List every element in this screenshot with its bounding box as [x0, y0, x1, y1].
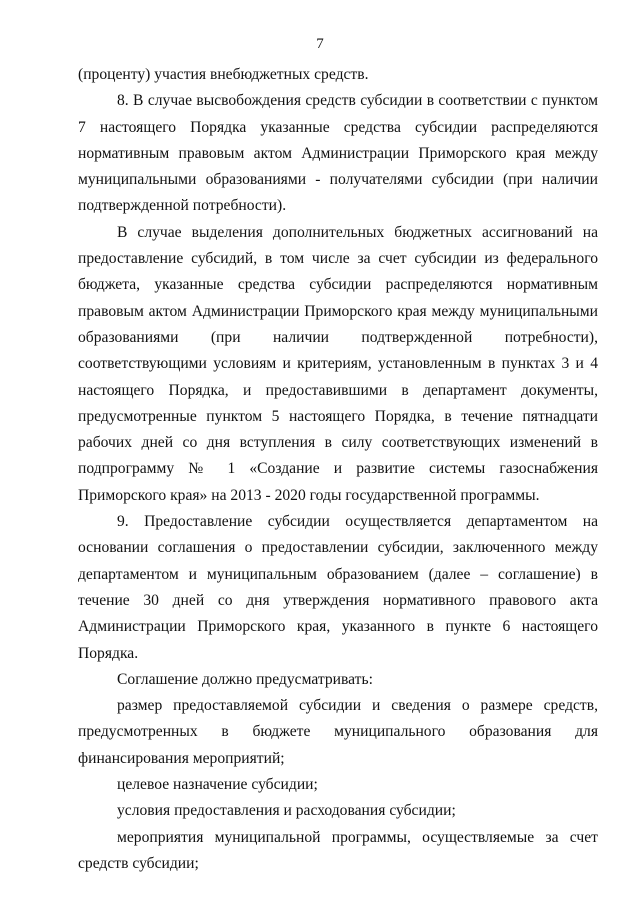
paragraph-item-9: 9. Предоставление субсидии осуществляется департаментом на основании соглашения о предоставлении субсидии, заключенного между департаментом и муниципальным образованием (далее – соглашение) в течение 30 дней со дня утверждения нормативного правового акта Администрации Приморского края, указанного в пункте 6 настоящего Порядка. — [78, 513, 598, 662]
agreement-term-activities: мероприятия муниципальной программы, осуществляемые за счет средств субсидии; — [78, 828, 598, 872]
paragraph-item-8: 8. В случае высвобождения средств субсидии в соответствии с пунктом 7 настоящего Порядка указанные средства субсидии распределяются нормативным правовым актом Администрации Приморского края между муниципальными образованиями - получателями субсидии (при наличии подтвержденной потребности). — [78, 92, 598, 215]
agreement-term-purpose: целевое назначение субсидии; — [117, 776, 318, 794]
document-body — [78, 62, 598, 877]
paragraph-continuation: (проценту) участия внебюджетных средств. — [78, 66, 369, 83]
paragraph-additional-allocations: В случае выделения дополнительных бюджетных ассигнований на предоставление субсидий, в том числе за счет субсидии из федерального бюджета, указанные средства субсидии распределяются нормативным правовым актом Администрации Приморского края между муниципальными образованиями (при наличии подтвержденной потребности), соответствующими условиям и критериям, установленным в пунктах 3 и 4 настоящего Порядка, и предоставившими в департамент документы, предусмотренные пунктом 5 настоящего Порядка, в течение пятнадцати рабочих дней со дня вступления в силу соответствующих изменений в подпрограмму № 1 «Создание и развитие системы газоснабжения Приморского края» на 2013 - 2020 годы государственной программы. — [78, 223, 598, 504]
agreement-term-conditions: условия предоставления и расходования субсидии; — [117, 802, 456, 820]
agreement-term-amount: размер предоставляемой субсидии и сведения о размере средств, предусмотренных в бюджете муниципального образования для финансирования мероприятий; — [78, 697, 598, 767]
page-number: 7 — [316, 36, 324, 52]
paragraph-agreement-intro: Соглашение должно предусматривать: — [117, 670, 373, 688]
